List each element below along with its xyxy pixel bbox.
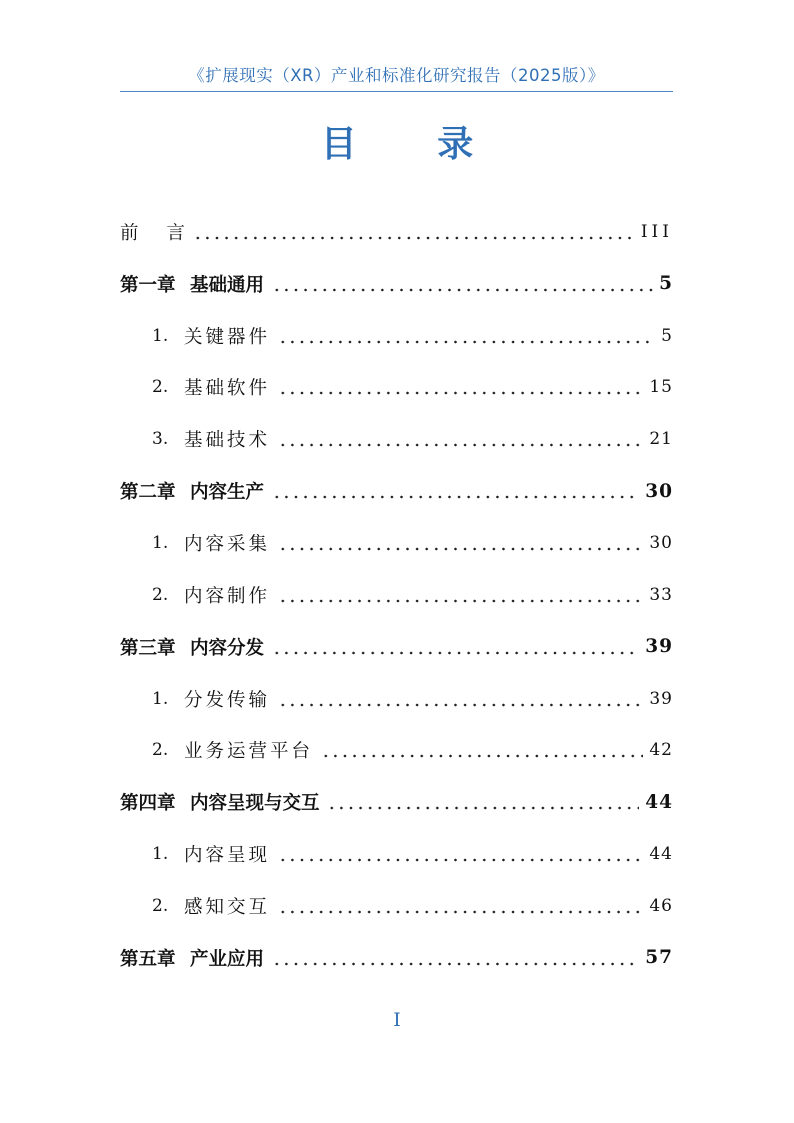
toc-entry-label: 感知交互 [184,896,271,918]
toc-entry-chapter[interactable] [120,465,673,517]
toc-entry-page: 21 [649,429,673,450]
page-number: I [393,1009,401,1031]
toc-entry-chapter[interactable] [120,621,673,673]
toc-entry-page: 46 [649,895,673,916]
toc-entry-page: 39 [645,636,673,658]
toc-entry-page: 44 [645,791,673,813]
toc-entry-label: 内容制作 [184,585,271,607]
toc-entry-section[interactable] [120,828,673,880]
toc-entry-number: 1. [152,532,169,553]
dot-leader [278,569,643,621]
toc-entry-label: 基础软件 [184,378,271,400]
toc-entry-number: 2. [152,895,169,916]
dot-leader [278,310,655,362]
toc-entry-section[interactable] [120,413,673,465]
toc-entry-preface[interactable] [120,206,673,258]
toc-entry-label: 分发传输 [184,689,271,711]
toc-entry-chapter[interactable] [120,932,673,984]
header-rule [120,91,673,92]
toc-entry-section[interactable] [120,310,673,362]
dot-leader [327,776,639,828]
toc-entry-page: III [640,221,673,242]
toc-entry-label: 业务运营平台 [184,741,314,763]
dot-leader [272,465,639,517]
toc-entry-section[interactable] [120,569,673,621]
toc-entry-page: 44 [649,844,673,865]
table-of-contents [120,206,673,984]
toc-entry-number: 2. [152,584,169,605]
toc-entry-page: 39 [649,688,673,709]
toc-entry-label: 第三章 内容分发 [120,637,264,659]
dot-leader [278,517,643,569]
toc-entry-label: 内容采集 [184,533,271,555]
toc-entry-number: 2. [152,740,169,761]
toc-entry-page: 30 [645,480,673,502]
toc-entry-section[interactable] [120,880,673,932]
dot-leader [278,362,643,414]
dot-leader [278,880,643,932]
toc-entry-label: 第五章 产业应用 [120,948,264,970]
toc-entry-label: 第二章 内容生产 [120,482,264,504]
toc-entry-label: 关键器件 [184,326,271,348]
dot-leader [272,258,653,310]
toc-entry-label: 基础技术 [184,430,271,452]
toc-entry-section[interactable] [120,517,673,569]
dot-leader [278,828,643,880]
toc-entry-page: 5 [659,273,673,295]
toc-entry-label: 第一章 基础通用 [120,274,264,296]
toc-entry-chapter[interactable] [120,776,673,828]
toc-entry-section[interactable] [120,724,673,776]
toc-entry-label: 第四章 内容呈现与交互 [120,793,320,815]
toc-entry-chapter[interactable] [120,258,673,310]
toc-entry-page: 5 [661,325,673,346]
dot-leader [278,413,643,465]
dot-leader [321,724,643,776]
dot-leader [272,932,639,984]
dot-leader [193,206,635,258]
toc-entry-page: 30 [649,532,673,553]
dot-leader [272,621,639,673]
toc-entry-page: 33 [649,584,673,605]
toc-entry-number: 1. [152,688,169,709]
toc-entry-number: 1. [152,325,169,346]
toc-entry-number: 1. [152,844,169,865]
toc-entry-section[interactable] [120,362,673,414]
dot-leader [278,673,643,725]
toc-entry-page: 57 [645,947,673,969]
toc-title: 目 录 [320,124,508,165]
toc-entry-label: 内容呈现 [184,845,271,867]
toc-entry-number: 3. [152,429,169,450]
toc-entry-page: 15 [649,377,673,398]
toc-entry-number: 2. [152,377,169,398]
toc-entry-label: 前 言 [120,222,185,244]
toc-entry-section[interactable] [120,673,673,725]
toc-entry-page: 42 [649,740,673,761]
running-header: 《扩展现实（XR）产业和标准化研究报告（2025版）》 [188,66,605,85]
